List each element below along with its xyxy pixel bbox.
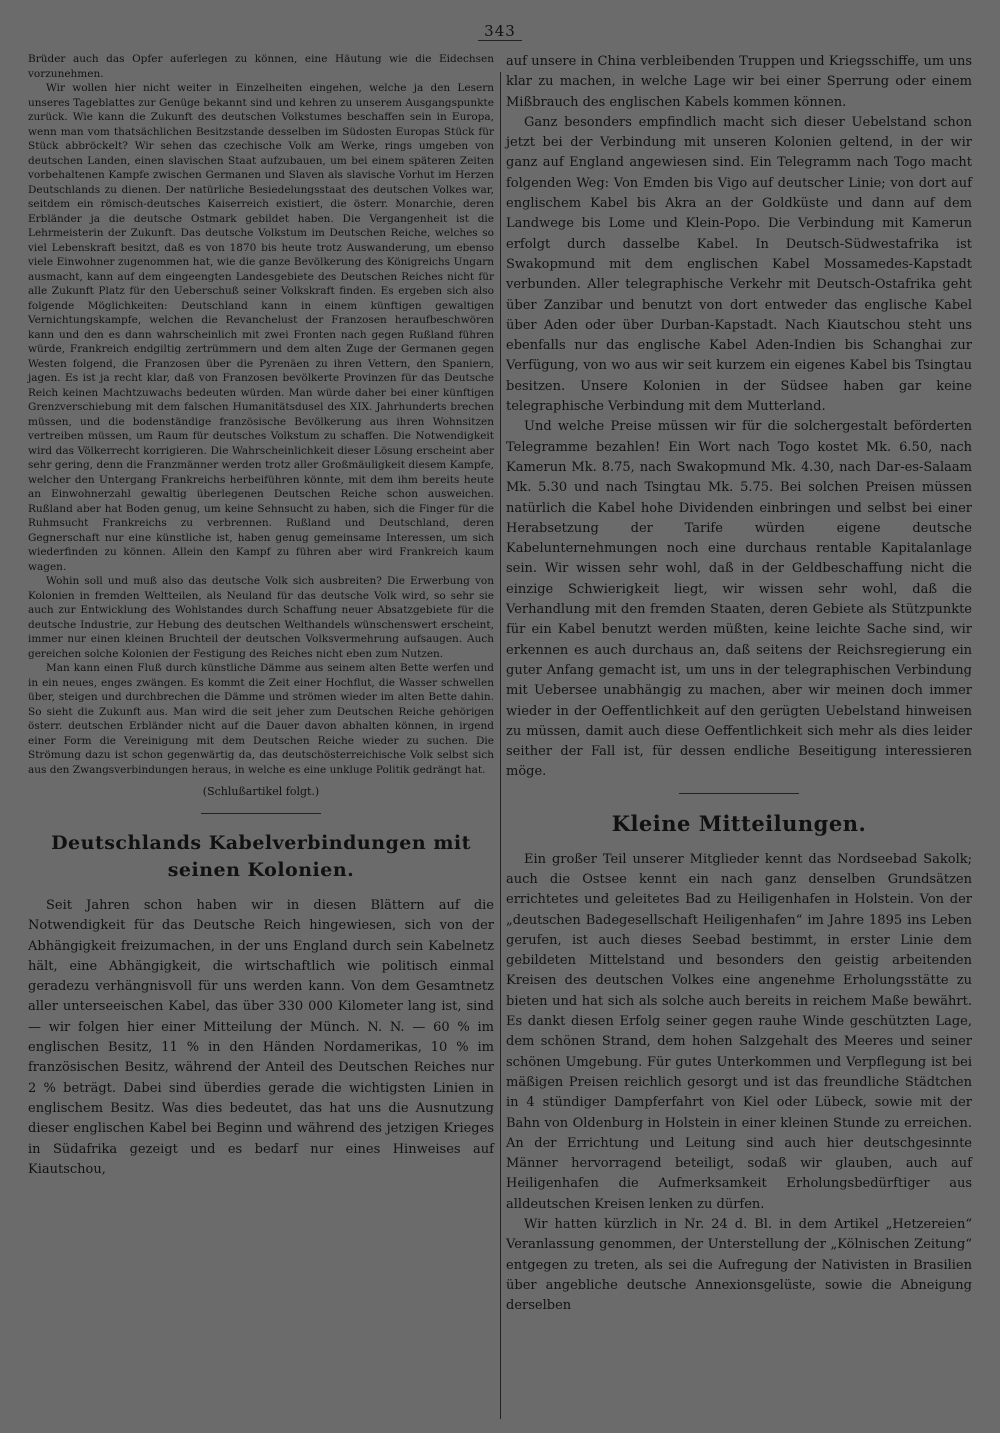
right-paragraph-4: Ein großer Teil unserer Mitglieder kennt das Nordseebad Sakolk; auch die Ostsee kennt ein nach ganz denselben Grundsätzen errichtetes und geleitetes Bad zu Heiligenhafen in Holstein. Von der „deutschen Badegesellschaft Heiligenhafen“ im Jahre 1895 ins Leben gerufen, ist auch dieses Seebad bestimmt, in erster Linie dem gebildeten Mittelstand und besonders den geistig arbeitenden Kreisen des deutschen Volkes eine angenehme Erholungsstätte zu bieten und hat sich als solche auch bereits in reichem Maße bewährt. Es dankt diesen Erfolg seiner gegen rauhe Winde geschützten Lage, dem schönen Strand, dem hohen Salzgehalt des Meeres und seiner schönen Umgebung. Für gutes Unterkommen und Verpflegung ist bei mäßigen Preisen reichlich gesorgt und ist das freundliche Städtchen in 4 stündiger Dampferfahrt von Kiel oder Lübeck, sowie mit der Bahn von Oldenburg in Holstein in einer kleinen Stunde zu erreichen. An der Errichtung und Leitung sind auch hier deutschgesinnte Männer hervorragend beteiligt, sodaß wir glauben, auch auf Heiligenhafen die Aufmerksamkeit Erholungsbedürftiger aus alldeutschen Kreisen lenken zu dürfen. (506, 851, 972, 1212)
left-paragraph-1: Brüder auch das Opfer auferlegen zu können, eine Häutung wie die Eidechsen vorzunehmen. (28, 53, 494, 80)
right-paragraph-1: auf unsere in China verbleibenden Truppen und Kriegsschiffe, um uns klar zu machen, in welche Lage wir bei einer Sperrung oder einem Mißbrauch des englischen Kabels kommen können. (506, 54, 972, 110)
left-paragraph-4: Man kann einen Fluß durch künstliche Dämme aus seinem alten Bette werfen und in ein neues, enges zwängen. Es kommt die Zeit einer Hochflut, die Wasser schwellen über, steigen und durchbrechen die Dämme und strömen wieder im alten Bette dahin. So sieht die Zukunft aus. Man wird die seit jeher zum Deutschen Reiche gehörigen österr. deutschen Erbländer nicht auf die Dauer davon abhalten können, in irgend einer Form die Vereinigung mit dem Deutschen Reiche wieder zu suchen. Die Strömung dazu ist schon gegenwärtig da, das deutschösterreichische Volk selbst sich aus den Zwangsverbindungen heraus, in welche es eine unkluge Politik gedrängt hat. (28, 662, 494, 776)
column-divider (500, 72, 501, 1419)
right-paragraph-2: Ganz besonders empfindlich macht sich dieser Uebelstand schon jetzt bei der Verbindung mit unseren Kolonien geltend, in der wir ganz auf England angewiesen sind. Ein Telegramm nach Togo macht folgenden Weg: Von Emden bis Vigo auf deutscher Linie; von dort auf englischem Kabel bis Akra an der Goldküste und dann auf dem Landwege bis Lome und Klein-Popo. Die Verbindung mit Kamerun erfolgt durch dasselbe Kabel. In Deutsch-Südwestafrika ist Swakopmund mit dem englischen Kabel Mossamedes-Kapstadt verbunden. Aller telegraphische Verkehr mit Deutsch-Ostafrika geht über Zanzibar und benutzt von dort entweder das englische Kabel über Aden oder über Durban-Kapstadt. Nach Kiautschou steht uns ebenfalls nur das englische Kabel Aden-Indien bis Schanghai zur Verfügung, von wo aus wir seit kurzem ein eigenes Kabel bis Tsingtau besitzen. Unsere Kolonien in der Südsee haben gar keine telegraphische Verbindung mit dem Mutterland. (506, 114, 972, 415)
separator-rule (201, 813, 321, 814)
right-paragraph-3: Und welche Preise müssen wir für die solchergestalt beförderten Telegramme bezahlen! Ein Wort nach Togo kostet Mk. 6.50, nach Kamerun Mk. 8.75, nach Swakopmund Mk. 4.30, nach Dar-es-Salaam Mk. 5.30 und nach Tsingtau Mk. 5.75. Bei solchen Preisen müssen natürlich die Kabel hohe Dividenden einbringen und selbst bei einer Herabsetzung der Tarife würden eigene deutsche Kabelunternehmungen noch eine durchaus rentable Kapitalanlage sein. Wir wissen sehr wohl, daß in der Geldbeschaffung nicht die einzige Schwierigkeit liegt, wir wissen sehr wohl, daß die Verhandlung mit den fremden Staaten, deren Gebiete als Stützpunkte für ein Kabel benutzt werden müßten, keine leichte Sache sind, wir erkennen es auch durchaus an, daß seitens der Reichsregierung ein guter Anfang gemacht ist, um uns in der telegraphischen Verbindung mit Ueberseе unabhängig zu machen, aber wir meinen doch immer wieder in der Oeffentlichkeit auf den gerügten Uebelstand hinweisen zu müssen, damit auch diese Oeffentlichkeit sich mehr als dies leider seither der Fall ist, für dessen endliche Beseitigung interessieren möge. (506, 419, 972, 780)
article-body (28, 896, 494, 1180)
right-column (506, 52, 972, 1317)
separator-rule (679, 793, 799, 794)
left-column (28, 52, 494, 1317)
section-heading: Kleine Mitteilungen. (611, 810, 867, 836)
article-paragraph: Seit Jahren schon haben wir in diesen Blättern auf die Notwendigkeit für das Deutsche Reich hingewiesen, sich von der Abhängigkeit freizumachen, in der uns England durch sein Kabelnetz hält, eine Abhängigkeit, die wirtschaftlich wie politisch einmal geradezu verhängnisvoll für uns werden kann. Von dem Gesamtnetz aller unterseeischen Kabel, das über 330 000 Kilometer lang ist, sind — wir folgen hier einer Mitteilung der Münch. N. N. — 60 % im englischen Besitz, 11 % in den Händen Nordamerikas, 10 % im französischen Besitz, während der Anteil des Deutschen Reiches nur 2 % beträgt. Dabei sind überdies gerade die wichtigsten Linien in englischem Besitz. Was dies bedeutet, das hat uns die Ausnutzung dieser englischen Kabel bei Beginn und während des jetzigen Krieges in Südafrika gezeigt und es bedarf nur eines Hinweises auf Kiautschou, (28, 898, 494, 1177)
left-paragraph-3: Wohin soll und muß also das deutsche Volk sich ausbreiten? Die Erwerbung von Kolonien in fremden Weltteilen, als Neuland für das deutsche Volk wird, so sehr sie auch zur Entwicklung des Wohlstandes durch Schaffung neuer Absatzgebiete für die deutsche Industrie, zur Hebung des deutschen Welthandels wünschenswert erscheint, immer nur einen kleinen Bruchteil der deutschen Volksvermehrung aufsaugen. Auch gereichen solche Kolonien der Festigung des Reiches nicht eben zum Nutzen. (28, 575, 494, 660)
right-paragraph-5: Wir hatten kürzlich in Nr. 24 d. Bl. in dem Artikel „Hetzereien“ Veranlassung genommen, der Unterstellung der „Kölnischen Zeitung“ entgegen zu treten, als sei die Aufregung der Nativisten in Brasilien über angebliche deutsche Annexionsgelüste, sowie die Abneigung derselben (506, 1217, 972, 1314)
continuation-note: (Schlußartikel folgt.) (202, 785, 320, 798)
left-paragraph-2: Wir wollen hier nicht weiter in Einzelheiten eingehen, welche ja den Lesern unseres Tageblattes zur Genüge bekannt sind und kehren zu unserem Ausgangspunkte zurück. Wie kann die Zukunft des deutschen Volkstumes beschaffen sein in Europa, wenn man vom thatsächlichen Besitzstande desselben im Südosten Europas Stück für Stück abbröckelt? Wir sehen das czechische Volk am Werke, rings umgeben von deutschen Landen, einen slavischen Staat aufzubauen, um bei einem späteren Zeiten vorbehaltenen Kampfe zwischen Germanen und Slaven als slavische Vorhut im Herzen Deutschlands zu dienen. Der natürliche Besiedelungsstaat des deutschen Volkes war, seitdem ein römisch-deutsches Kaiserreich existiert, die österr. Monarchie, deren Erbländer ja die deutsche Ostmark gebildet haben. Die Vergangenheit ist die Lehrmeisterin der Zukunft. Das deutsche Volkstum im Deutschen Reiche, welches so viel Lebenskraft besitzt, daß es von 1870 bis heute trotz Auswanderung, um ebenso viele Einwohner zugenommen hat, wie die ganze Bevölkerung des Königreichs Ungarn ausmacht, kann auf dem eingeengten Landesgebiete des Deutschen Reiches nicht für alle Zukunft Platz für den Ueberschuß seiner Volkskraft finden. Es ergeben sich also folgende Möglichkeiten: Deutschland kann in einem künftigen gewaltigen Vernichtungskampfe, welchen die Revanchelust der Franzosen heraufbeschwören kann und den es dann wahrscheinlich mit zwei Fronten nach gegen Rußland führen würde, Frankreich endgiltig zertrümmern und dem alten Zuge der Germanen gegen Westen folgend, die Franzosen über die Pyrenäen zu ihren Vettern, den Spaniern, jagen. Es ist ja recht klar, daß von Franzosen bevölkerte Provinzen für das Deutsche Reich keinen Machtzuwachs bedeuten würden. Man würde daher bei einer künftigen Grenzverschiebung mit dem falschen Humanitätsdusel des XIX. Jahrhunderts brechen müssen, und die bodenständige französische Bevölkerung aus ihren Wohnsitzen vertreiben müssen, um Raum für deutsches Volkstum zu schaffen. Die Notwendigkeit wird das Völkerrecht korrigieren. Die Wahrscheinlichkeit dieser Lösung erscheint aber sehr gering, denn die Franzmänner werden trotz aller Großmäuligkeit diesem Kampfe, welcher den Untergang Frankreichs herbeiführen könnte, mit dem ihm bereits heute an Einwohnerzahl gewaltig überlegenen Deutschen Reiche schon ausweichen. Rußland aber hat Boden genug, um keine Sehnsucht zu haben, sich die Finger für die Ruhmsucht Frankreichs zu verbrennen. Rußland und Deutschland, deren Gegnerschaft nur eine künstliche ist, haben genug gemeinsame Interessen, um sich wiederfinden zu können. Allein den Kampf zu führen aber wird Frankreich kaum wagen. (28, 82, 494, 573)
page-number: 343 (28, 22, 972, 42)
article-heading: Deutschlands Kabelverbindungen mit seinen Kolonien. (51, 832, 471, 881)
